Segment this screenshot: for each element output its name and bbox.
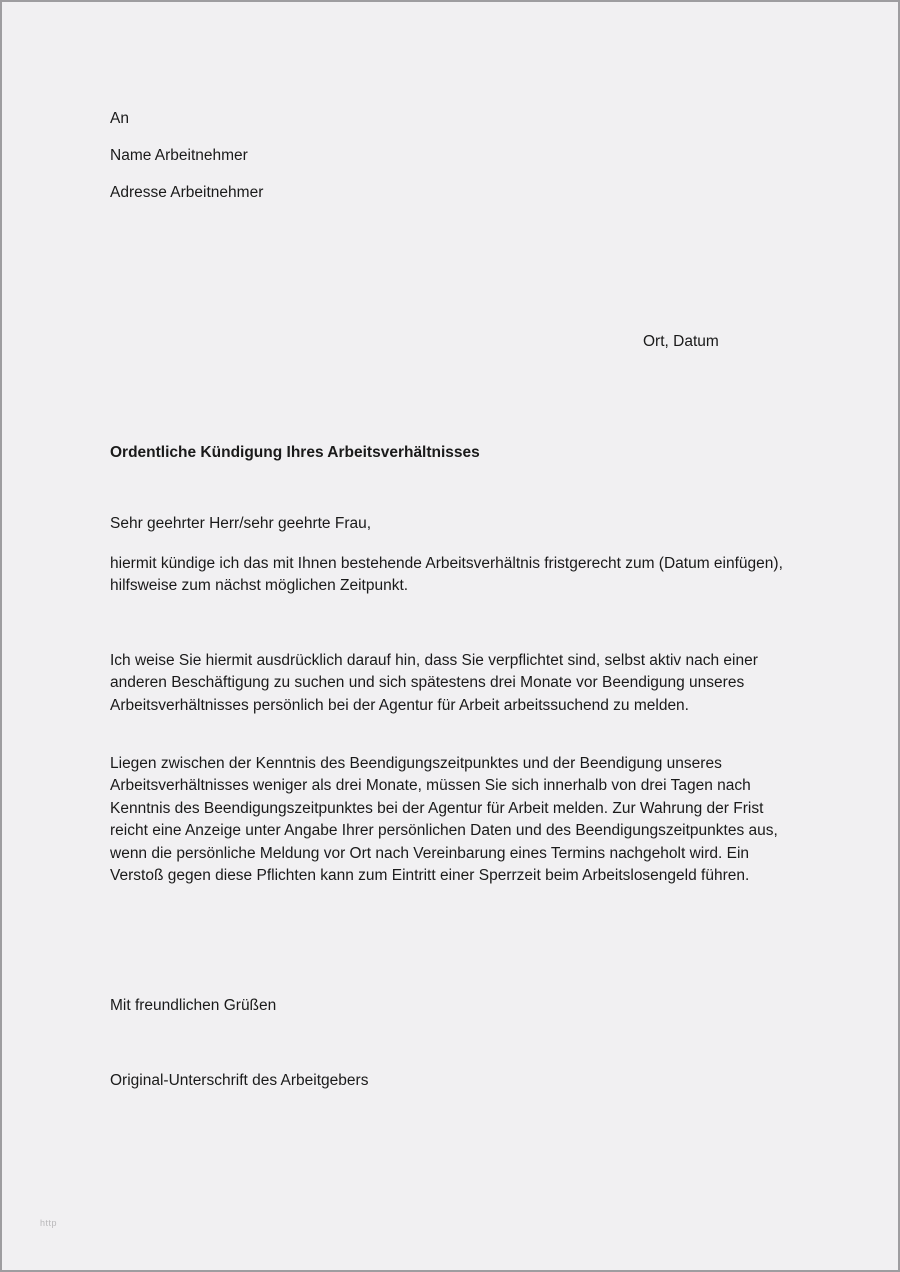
salutation: Sehr geehrter Herr/sehr geehrte Frau, xyxy=(110,515,372,532)
place-and-date-line: Ort, Datum xyxy=(643,333,719,350)
recipient-address: Adresse Arbeitnehmer xyxy=(110,184,264,201)
closing-line: Mit freundlichen Grüßen xyxy=(110,997,277,1014)
body-paragraph-3: Liegen zwischen der Kenntnis des Beendigungszeitpunktes und der Beendigung unseres Arbeitsverhältnisses weniger als drei Monate, müssen Sie sich innerhalb von drei Tagen nach Kenntnis des Beendigungszeitpunktes bei der Agentur für Arbeit melden. Zur Wahrung der Frist reicht eine Anzeige unter Angabe Ihrer persönlichen Daten und des Beendigungszeitpunktes aus, wenn die persönliche Meldung vor Ort nach Vereinbarung eines Termins nachgeholt wird. Ein Verstoß gegen diese Pflichten kann zum Eintritt einer Sperrzeit beim Arbeitslosengeld führen. xyxy=(110,755,778,885)
body-paragraph-1: hiermit kündige ich das mit Ihnen bestehende Arbeitsverhältnis fristgerecht zum (Datum einfügen), hilfsweise zum nächst möglichen Zeitpunkt. xyxy=(110,555,783,595)
footer-watermark-text: http xyxy=(40,1218,58,1228)
subject-line: Ordentliche Kündigung Ihres Arbeitsverhältnisses xyxy=(110,444,480,461)
recipient-name: Name Arbeitnehmer xyxy=(110,147,248,164)
body-paragraph-2: Ich weise Sie hiermit ausdrücklich darauf hin, dass Sie verpflichtet sind, selbst aktiv nach einer anderen Beschäftigung zu suchen und sich spätestens drei Monate vor Beendigung unseres Arbeitsverhältnisses persönlich bei der Agentur für Arbeit arbeitssuchend zu melden. xyxy=(110,652,758,714)
signature-line: Original-Unterschrift des Arbeitgebers xyxy=(110,1072,369,1089)
recipient-prefix: An xyxy=(110,110,129,127)
